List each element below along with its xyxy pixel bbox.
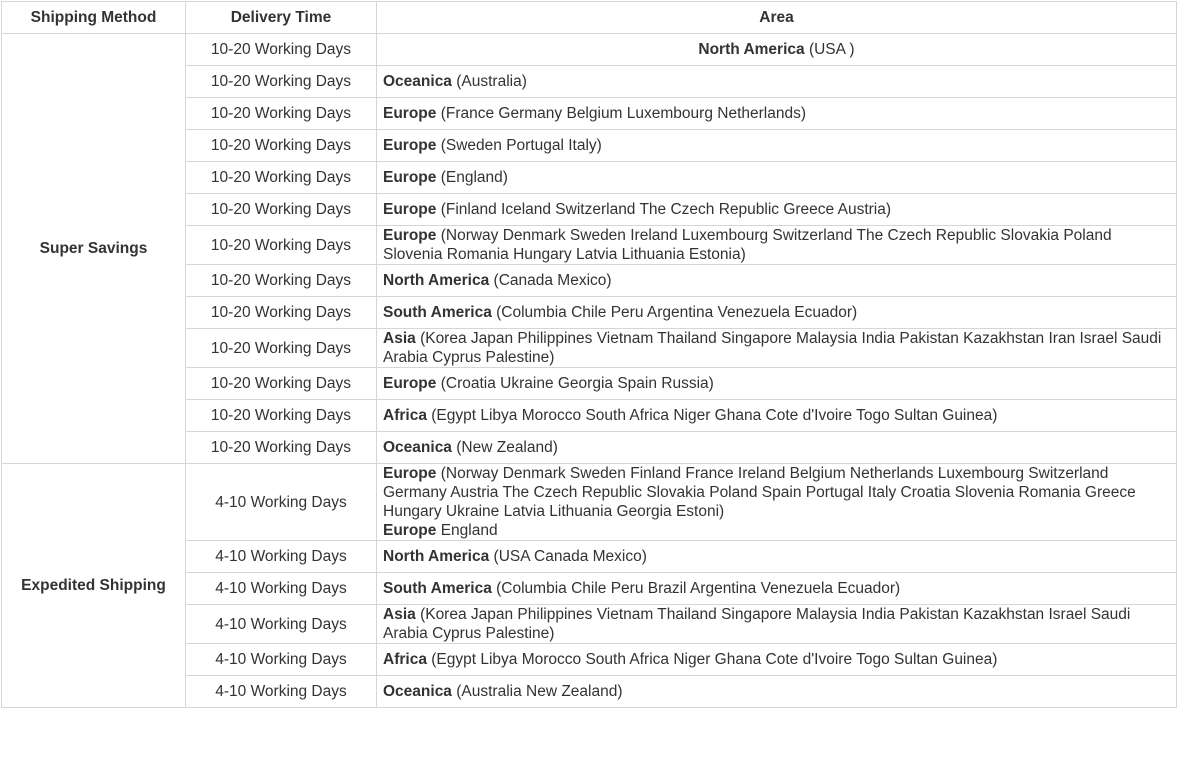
country-list: England [440, 522, 498, 539]
delivery-time: 10-20 Working Days [186, 66, 377, 98]
area-extra-line [383, 521, 1170, 540]
country-list: (France Germany Belgium Luxembourg Netherlands) [440, 105, 806, 122]
shipping-method-super-savings: Super Savings [2, 34, 186, 464]
area-cell [377, 130, 1177, 162]
delivery-time: 10-20 Working Days [186, 130, 377, 162]
region-name: Oceanica [383, 683, 452, 700]
country-list: (Sweden Portugal Italy) [440, 137, 602, 154]
country-list: (Australia) [456, 73, 527, 90]
area-cell [377, 676, 1177, 708]
region-name: Asia [383, 330, 416, 347]
area-cell [377, 34, 1177, 66]
delivery-time: 4-10 Working Days [186, 464, 377, 541]
country-list: (Egypt Libya Morocco South Africa Niger Ghana Cote d'Ivoire Togo Sultan Guinea) [431, 651, 998, 668]
shipping-method-expedited: Expedited Shipping [2, 464, 186, 708]
area-cell [377, 66, 1177, 98]
delivery-time: 4-10 Working Days [186, 676, 377, 708]
delivery-time: 10-20 Working Days [186, 265, 377, 297]
region-name: Europe [383, 375, 437, 392]
delivery-time: 4-10 Working Days [186, 541, 377, 573]
area-cell [377, 573, 1177, 605]
area-cell [377, 226, 1177, 265]
region-name: Europe [383, 465, 437, 482]
header-area: Area [377, 2, 1177, 34]
delivery-time: 10-20 Working Days [186, 297, 377, 329]
region-name: North America [383, 548, 490, 565]
country-list: (Norway Denmark Sweden Ireland Luxembourg Switzerland The Czech Republic Slovakia Poland Slovenia Romania Hungary Latvia Lithuania Estonia) [383, 227, 1112, 263]
delivery-time: 10-20 Working Days [186, 34, 377, 66]
delivery-time: 10-20 Working Days [186, 226, 377, 265]
region-name: Europe [383, 137, 437, 154]
area-cell [377, 329, 1177, 368]
country-list: (Korea Japan Philippines Vietnam Thailand Singapore Malaysia India Pakistan Kazakhstan Iran Israel Saudi Arabia Cyprus Palestine) [383, 330, 1162, 366]
country-list: (Korea Japan Philippines Vietnam Thailand Singapore Malaysia India Pakistan Kazakhstan Israel Saudi Arabia Cyprus Palestine) [383, 606, 1131, 642]
delivery-time: 10-20 Working Days [186, 98, 377, 130]
header-row [2, 2, 1177, 34]
region-name: Europe [383, 522, 437, 539]
area-cell [377, 432, 1177, 464]
region-name: South America [383, 580, 492, 597]
header-shipping-method: Shipping Method [2, 2, 186, 34]
country-list: (Croatia Ukraine Georgia Spain Russia) [440, 375, 714, 392]
region-name: Asia [383, 606, 416, 623]
country-list: (Egypt Libya Morocco South Africa Niger Ghana Cote d'Ivoire Togo Sultan Guinea) [431, 407, 998, 424]
area-cell [377, 162, 1177, 194]
region-name: Oceanica [383, 73, 452, 90]
region-name: South America [383, 304, 492, 321]
delivery-time: 10-20 Working Days [186, 162, 377, 194]
area-cell [377, 368, 1177, 400]
country-list: (Australia New Zealand) [456, 683, 623, 700]
region-name: Africa [383, 407, 427, 424]
area-cell [377, 644, 1177, 676]
country-list: (England) [440, 169, 508, 186]
area-cell [377, 265, 1177, 297]
area-cell [377, 541, 1177, 573]
region-name: Europe [383, 105, 437, 122]
delivery-time: 4-10 Working Days [186, 605, 377, 644]
table-row [2, 34, 1177, 66]
country-list: (Canada Mexico) [493, 272, 612, 289]
area-cell [377, 297, 1177, 329]
country-list: (USA ) [808, 41, 855, 58]
delivery-time: 10-20 Working Days [186, 432, 377, 464]
region-name: Oceanica [383, 439, 452, 456]
region-name: Africa [383, 651, 427, 668]
delivery-time: 10-20 Working Days [186, 368, 377, 400]
delivery-time: 10-20 Working Days [186, 194, 377, 226]
delivery-time: 10-20 Working Days [186, 329, 377, 368]
shipping-table [1, 1, 1177, 708]
region-name: Europe [383, 169, 437, 186]
country-list: (Columbia Chile Peru Brazil Argentina Venezuela Ecuador) [496, 580, 901, 597]
area-cell [377, 400, 1177, 432]
area-cell [377, 98, 1177, 130]
region-name: Europe [383, 227, 437, 244]
country-list: (USA Canada Mexico) [493, 548, 647, 565]
country-list: (New Zealand) [456, 439, 558, 456]
country-list: (Finland Iceland Switzerland The Czech Republic Greece Austria) [440, 201, 892, 218]
table-row [2, 464, 1177, 541]
area-cell [377, 194, 1177, 226]
area-cell [377, 605, 1177, 644]
delivery-time: 10-20 Working Days [186, 400, 377, 432]
region-name: North America [698, 41, 805, 58]
delivery-time: 4-10 Working Days [186, 644, 377, 676]
region-name: North America [383, 272, 490, 289]
area-cell [377, 464, 1177, 541]
header-delivery-time: Delivery Time [186, 2, 377, 34]
delivery-time: 4-10 Working Days [186, 573, 377, 605]
region-name: Europe [383, 201, 437, 218]
country-list: (Norway Denmark Sweden Finland France Ireland Belgium Netherlands Luxembourg Switzerland Germany Austria The Czech Republic Slovakia Poland Spain Portugal Italy Croatia Slovenia Romania Greece Hungary Ukraine Latvia Lithuania Georgia Estoni) [383, 465, 1136, 520]
country-list: (Columbia Chile Peru Argentina Venezuela Ecuador) [496, 304, 858, 321]
